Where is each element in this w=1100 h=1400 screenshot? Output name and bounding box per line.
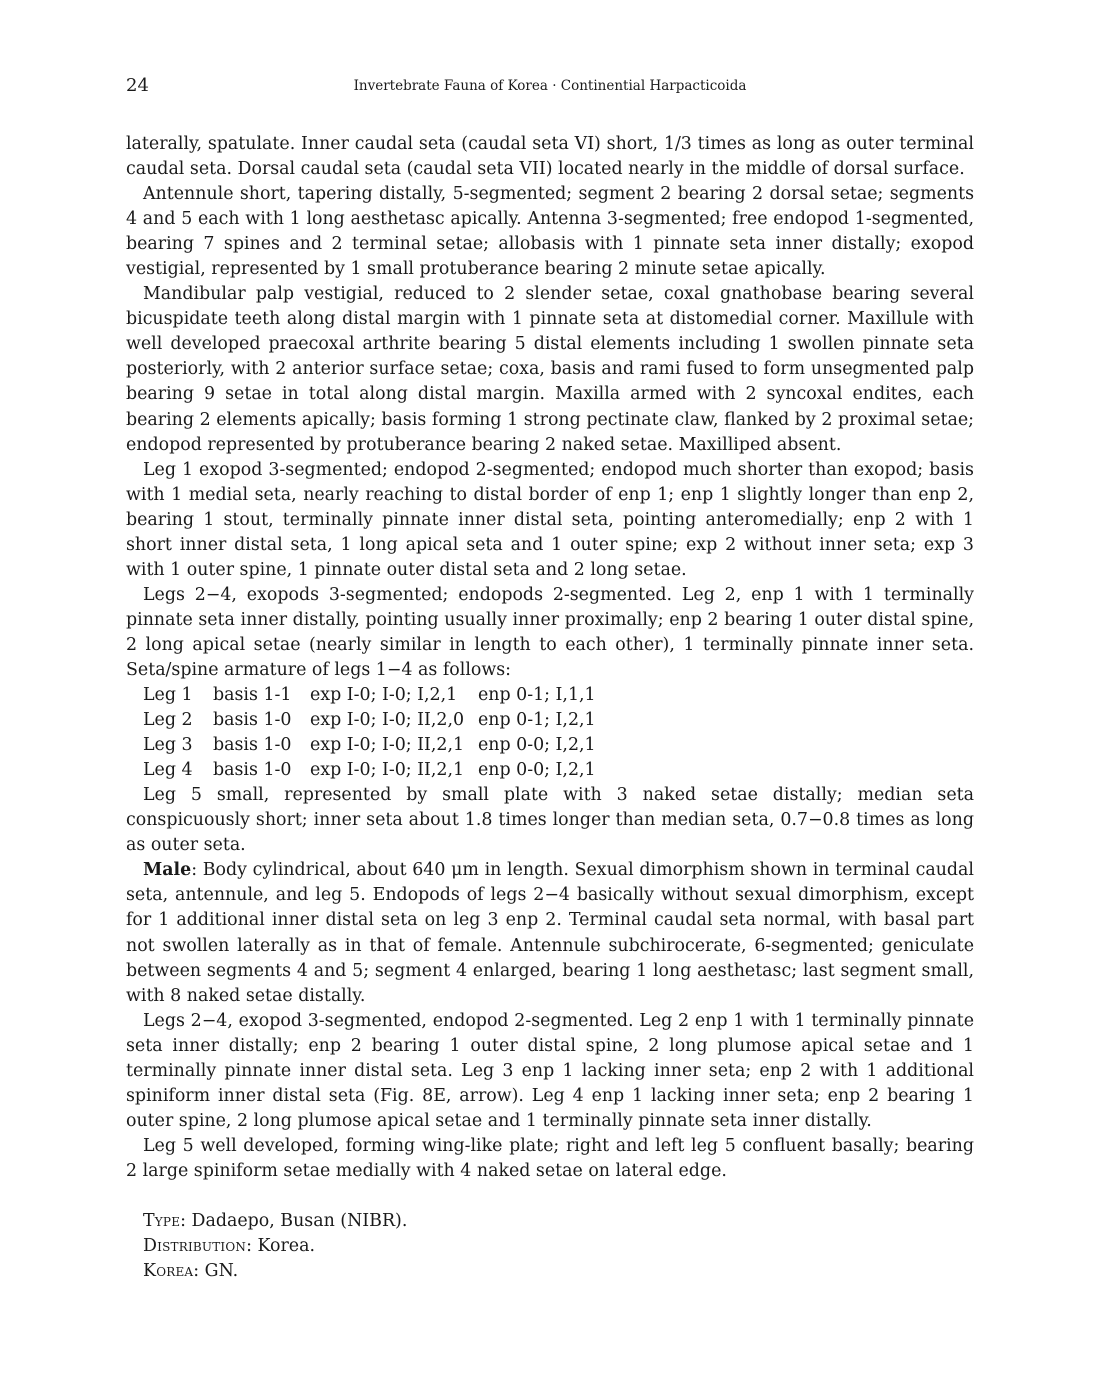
body-text bbox=[126, 132, 974, 1284]
armature-endopod: enp 0-1; I,2,1 bbox=[478, 710, 596, 731]
running-header bbox=[126, 74, 974, 98]
distribution-row bbox=[126, 1234, 974, 1259]
specimen-metadata bbox=[126, 1209, 974, 1284]
armature-endopod: enp 0-0; I,2,1 bbox=[478, 735, 596, 756]
page-number: 24 bbox=[126, 75, 149, 96]
distribution-label: Distribution bbox=[143, 1236, 247, 1257]
type-locality-row bbox=[126, 1209, 974, 1234]
paragraph-leg-5: Leg 5 small, represented by small plate with 3 naked setae distally; median seta conspicuously short; inner seta about 1.8 times longer than median seta, 0.7−0.8 times as long as outer seta. bbox=[126, 785, 974, 856]
paragraph-leg-1: Leg 1 exopod 3-segmented; endopod 2-segmented; endopod much shorter than exopod; basis with 1 medial seta, nearly reaching to distal border of enp 1; enp 1 slightly longer than enp 2, bearing 1 stout, terminally pinnate inner distal seta, pointing anteromedially; enp 2 with 1 short inner distal seta, 1 long apical seta and 1 outer spine; exp 2 without inner seta; exp 3 with 1 outer spine, 1 pinnate outer distal seta and 2 long setae. bbox=[126, 459, 974, 580]
armature-basis: basis 1-1 bbox=[213, 685, 292, 706]
paragraph-male-leg-5: Leg 5 well developed, forming wing-like plate; right and left leg 5 confluent basally; bearing 2 large spiniform setae medially with 4 naked setae on lateral edge. bbox=[126, 1135, 974, 1181]
paragraph-antennule: Antennule short, tapering distally, 5-segmented; segment 2 bearing 2 dorsal setae; segments 4 and 5 each with 1 long aesthetasc apically. Antenna 3-segmented; free endopod 1-segmented, bearing 7 spines and 2 terminal setae; allobasis with 1 pinnate seta inner distally; exopod vestigial, represented by 1 small protuberance bearing 2 minute setae apically. bbox=[126, 184, 974, 280]
armature-basis: basis 1-0 bbox=[213, 735, 292, 756]
armature-endopod: enp 0-1; I,1,1 bbox=[478, 685, 596, 706]
paragraph-caudal-setae: laterally, spatulate. Inner caudal seta (caudal seta VI) short, 1/3 times as long as outer terminal caudal seta. Dorsal caudal seta (caudal seta VII) located nearly in the middle of dorsal surface. bbox=[126, 134, 974, 180]
korea-value: : GN. bbox=[193, 1261, 239, 1282]
armature-leg: Leg 2 bbox=[143, 710, 193, 731]
paragraph-male bbox=[126, 858, 974, 1008]
male-description: : Body cylindrical, about 640 μm in length. Sexual dimorphism shown in terminal caudal seta, antennule, and leg 5. Endopods of legs 2−4 basically without sexual dimorphism, except for 1 additional inner distal seta on leg 3 enp 2. Terminal caudal seta normal, with basal part not swollen laterally as in that of female. Antennule subchirocerate, 6-segmented; geniculate between segments 4 and 5; segment 4 enlarged, bearing 1 long aesthetasc; last segment small, with 8 naked setae distally. bbox=[126, 860, 974, 1006]
distribution-value: : Korea. bbox=[246, 1236, 315, 1257]
armature-exopod: exp I-0; I-0; II,2,1 bbox=[310, 760, 465, 781]
paragraph-legs-2-4: Legs 2−4, exopods 3-segmented; endopods 2-segmented. Leg 2, enp 1 with 1 terminally pinnate seta inner distally, pointing usually inner proximally; enp 2 bearing 1 outer distal spine, 2 long apical setae (nearly similar in length to each other), 1 terminally pinnate inner seta. Seta/spine armature of legs 1−4 as follows: bbox=[126, 584, 974, 680]
armature-endopod: enp 0-0; I,2,1 bbox=[478, 760, 596, 781]
korea-label: Korea bbox=[143, 1261, 194, 1282]
korea-row bbox=[126, 1259, 974, 1284]
armature-row bbox=[126, 708, 974, 733]
armature-leg: Leg 4 bbox=[143, 760, 193, 781]
type-label: Type bbox=[143, 1210, 181, 1231]
armature-exopod: exp I-0; I-0; II,2,1 bbox=[310, 735, 465, 756]
armature-row bbox=[126, 733, 974, 758]
paragraph-male-legs-2-4: Legs 2−4, exopod 3-segmented, endopod 2-segmented. Leg 2 enp 1 with 1 terminally pinnate seta inner distally; enp 2 bearing 1 outer distal spine, 2 long plumose apical setae and 1 terminally pinnate inner distal seta. Leg 3 enp 1 lacking inner seta; enp 2 with 1 additional spiniform inner distal seta (Fig. 8E, arrow). Leg 4 enp 1 lacking inner seta; enp 2 bearing 1 outer spine, 2 long plumose apical setae and 1 terminally pinnate seta inner distally. bbox=[126, 1010, 974, 1131]
armature-row bbox=[126, 683, 974, 708]
male-label: Male bbox=[143, 860, 192, 881]
type-value: : Dadaepo, Busan (NIBR). bbox=[180, 1210, 408, 1231]
paragraph-mouthparts: Mandibular palp vestigial, reduced to 2 slender setae, coxal gnathobase bearing several bicuspidate teeth along distal margin with 1 pinnate seta at distomedial corner. Maxillule with well developed praecoxal arthrite bearing 5 distal elements including 1 swollen pinnate seta posteriorly, with 2 anterior surface setae; coxa, basis and rami fused to form unsegmented palp bearing 9 setae in total along distal margin. Maxilla armed with 2 syncoxal endites, each bearing 2 elements apically; basis forming 1 strong pectinate claw, flanked by 2 proximal setae; endopod represented by protuberance bearing 2 naked setae. Maxilliped absent. bbox=[126, 284, 974, 455]
armature-basis: basis 1-0 bbox=[213, 710, 292, 731]
armature-row bbox=[126, 758, 974, 783]
armature-leg: Leg 1 bbox=[143, 685, 193, 706]
armature-table bbox=[126, 683, 974, 783]
armature-exopod: exp I-0; I-0; II,2,0 bbox=[310, 710, 465, 731]
running-title: Invertebrate Fauna of Korea · Continential Harpacticoida bbox=[353, 78, 747, 94]
armature-exopod: exp I-0; I-0; I,2,1 bbox=[310, 685, 458, 706]
armature-basis: basis 1-0 bbox=[213, 760, 292, 781]
armature-leg: Leg 3 bbox=[143, 735, 193, 756]
